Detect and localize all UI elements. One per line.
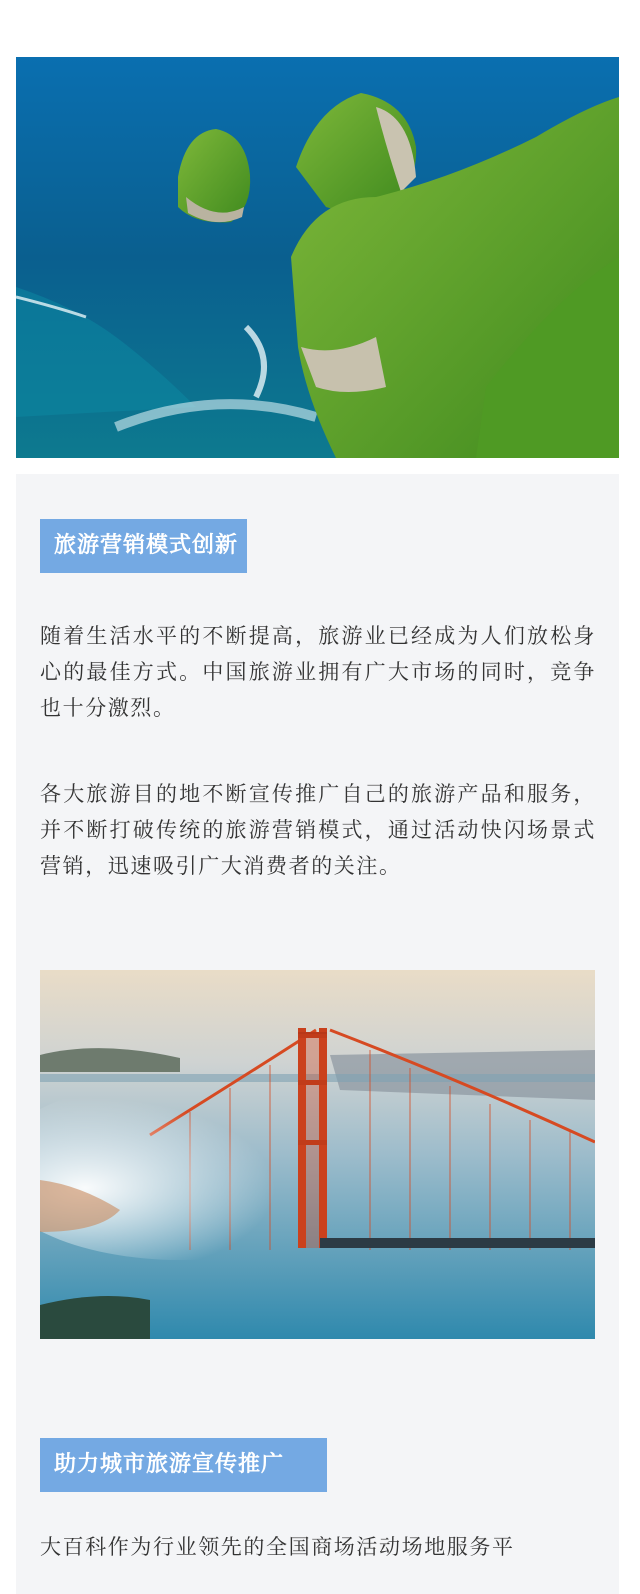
- paragraph: 各大旅游目的地不断宣传推广自己的旅游产品和服务，并不断打破传统的旅游营销模式，通过活动快闪场景式营销，迅速吸引广大消费者的关注。: [40, 782, 596, 878]
- paragraph: 大百科作为行业领先的全国商场活动场地服务平: [40, 1535, 515, 1559]
- section-title-travel-marketing: 旅游营销模式创新: [40, 519, 247, 573]
- golden-gate-bridge-photo: [40, 970, 595, 1339]
- coastal-cliffs-photo: [16, 57, 619, 458]
- section-title-city-promotion: 助力城市旅游宣传推广: [40, 1438, 327, 1492]
- article-card: [16, 474, 619, 1594]
- paragraph: 随着生活水平的不断提高，旅游业已经成为人们放松身心的最佳方式。中国旅游业拥有广大市场的同时，竞争也十分激烈。: [40, 624, 596, 720]
